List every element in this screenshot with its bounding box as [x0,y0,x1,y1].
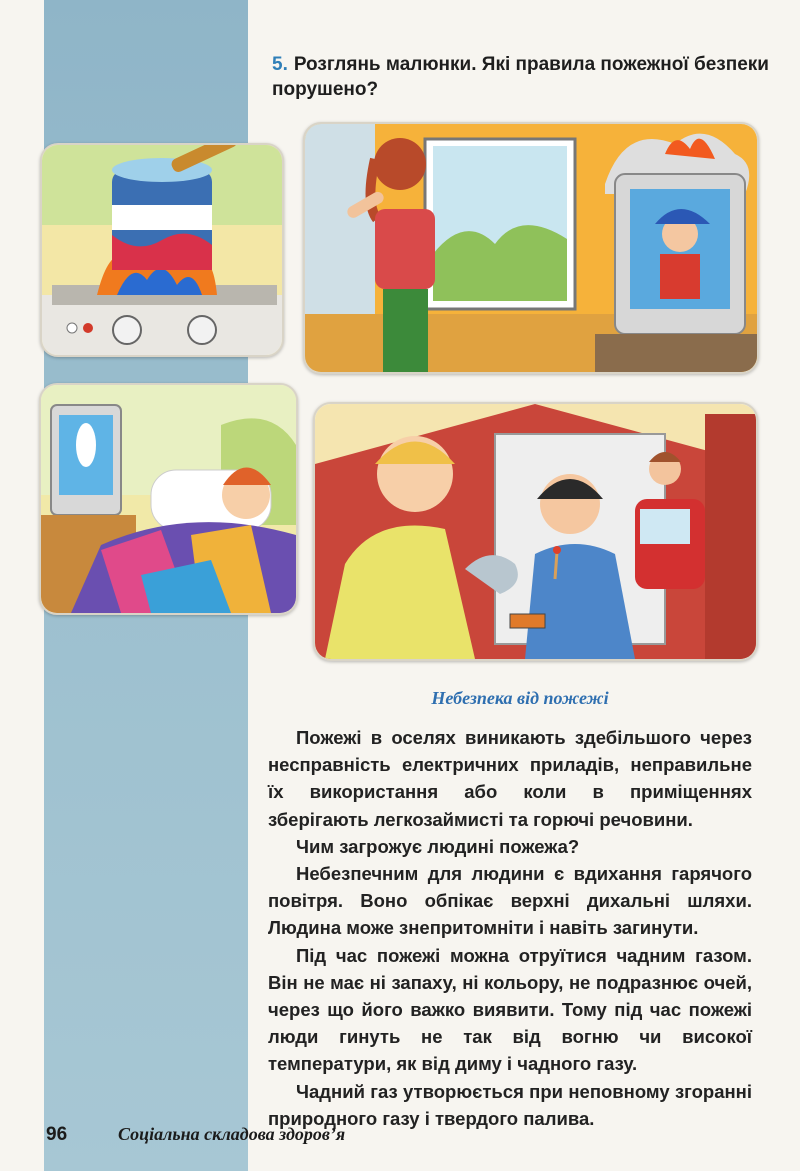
paint-on-stove-drawing [42,145,282,355]
paragraph-2: Чим загрожує людині пожежа? [296,835,580,857]
section-heading: Небезпека від пожежі [431,688,609,708]
section-body [268,724,752,1132]
paragraph-1: Пожежі в оселях виникають здебільшого через несправність електричних приладів, неправильне їх використання або коли в приміщеннях зберігають легкозаймисті та горючі речовини. [268,727,752,830]
page-number: 96 [46,1124,68,1145]
illustration-boys-with-matches [313,402,758,661]
paragraph-5: Чадний газ утворюється при неповному згоранні природного газу і твердого палива. [268,1080,752,1129]
task-number: 5. [272,54,288,75]
tv-fire-drawing [305,124,757,372]
illustration-sleeping-child-tv-on [39,383,298,615]
paragraph-4: Під час пожежі можна отруїтися чадним газом. Він не має ні запаху, ні кольору, не подразнює очей, через що його важко виявити. Тому під час пожежі люди гинуть не так від вогню чи високої температури, як від диму і чадного газу. [268,944,752,1075]
paragraph-3: Небезпечним для людини є вдихання гарячого повітря. Воно обпікає верхні дихальні шляхи. Людина може знепритомніти і навіть загинути. [268,863,752,939]
task-text: Розглянь малюнки. Які правила пожежної безпеки порушено? [272,54,769,100]
illustration-paint-on-stove [40,143,284,357]
task-5 [272,52,772,102]
sleeping-child-drawing [41,385,296,613]
boys-matches-drawing [315,404,756,659]
book-section-title: Соціальна складова здоров’я [118,1124,346,1144]
illustration-tv-fire-open-window [303,122,759,374]
